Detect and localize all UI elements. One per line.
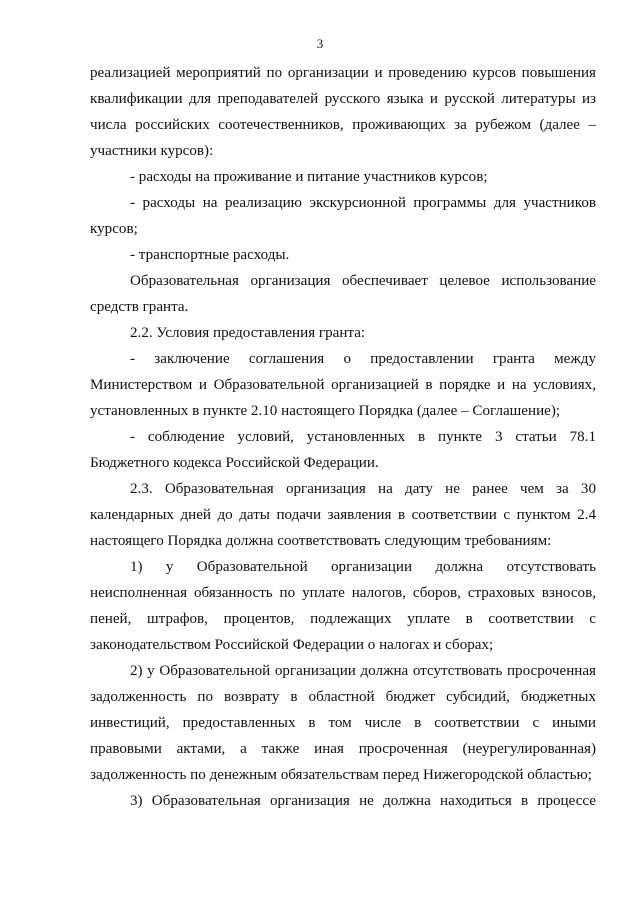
paragraph-budget-code-condition: - соблюдение условий, установленных в пункте 3 статьи 78.1 Бюджетного кодекса Российской Федерации. xyxy=(90,429,596,471)
paragraph-course-participants: реализацией мероприятий по организации и проведению курсов повышения квалификации для преподавателей русского языка и русской литературы из числа российских соотечественников, проживающих за рубежом (далее – участники курсов): xyxy=(90,65,596,159)
paragraph-targeted-use: Образовательная организация обеспечивает целевое использование средств гранта. xyxy=(90,273,596,315)
page-number: 3 xyxy=(316,36,324,51)
paragraph-transport-costs: - транспортные расходы. xyxy=(130,247,290,263)
paragraph-requirement-1: 1) у Образовательной организации должна отсутствовать неисполненная обязанность по уплате налогов, сборов, страховых взносов, пеней, штрафов, процентов, подлежащих уплате в соответствии с законодательством Российской Федерации о налогах и сборах; xyxy=(90,559,596,653)
paragraph-agreement-condition: - заключение соглашения о предоставлении гранта между Министерством и Образовательной организацией в порядке и на условиях, установленных в пункте 2.10 настоящего Порядка (далее – Соглашение); xyxy=(90,351,596,419)
paragraph-accommodation-costs: - расходы на проживание и питание участников курсов; xyxy=(130,169,488,185)
paragraph-section-2-3: 2.3. Образовательная организация на дату не ранее чем за 30 календарных дней до даты подачи заявления в соответствии с пунктом 2.4 настоящего Порядка должна соответствовать следующим требованиям: xyxy=(90,481,596,549)
paragraph-requirement-3: 3) Образовательная организация не должна находиться в процессе xyxy=(130,793,596,809)
document-body xyxy=(90,60,596,814)
paragraph-excursion-costs: - расходы на реализацию экскурсионной программы для участников курсов; xyxy=(90,195,596,237)
paragraph-requirement-2: 2) у Образовательной организации должна отсутствовать просроченная задолженность по возврату в областной бюджет субсидий, бюджетных инвестиций, предоставленных в том числе в соответствии с иными правовыми актами, а также иная просроченная (неурегулированная) задолженность по денежным обязательствам перед Нижегородской областью; xyxy=(90,663,596,783)
paragraph-section-2-2-heading: 2.2. Условия предоставления гранта: xyxy=(130,325,366,341)
